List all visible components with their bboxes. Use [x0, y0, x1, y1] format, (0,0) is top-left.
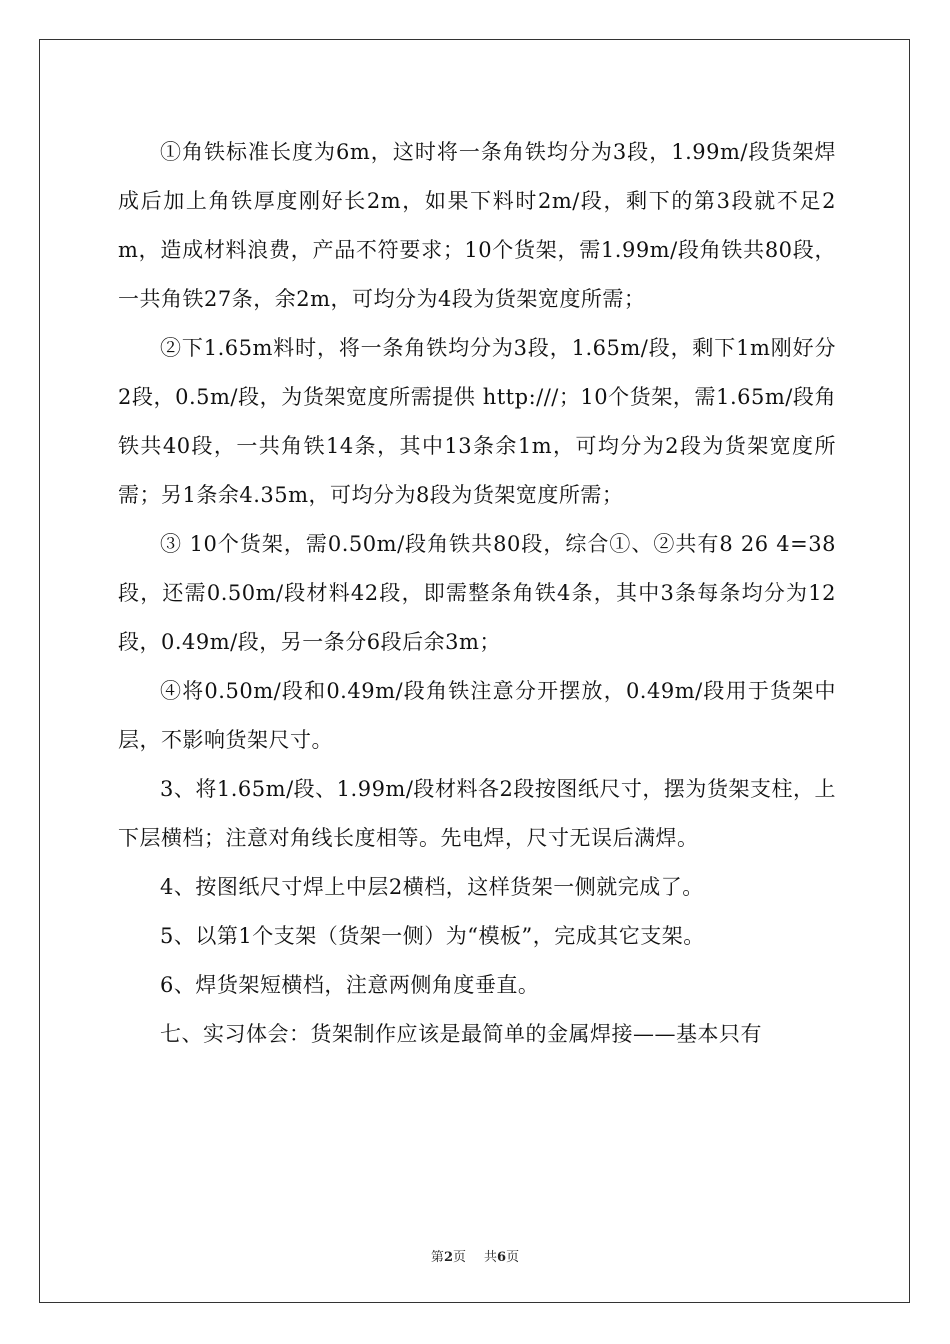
paragraph-step-3: 3、将1.65m/段、1.99m/段材料各2段按图纸尺寸，摆为货架支柱，上下层横档；注意对角线长度相等。先电焊，尺寸无误后满焊。 — [118, 777, 836, 850]
paragraph-step-6: 6、焊货架短横档，注意两侧角度垂直。 — [160, 973, 540, 997]
paragraph-angle-iron-1: ①角铁标准长度为6m，这时将一条角铁均分为3段，1.99m/段货架焊成后加上角铁厚度刚好长2m，如果下料时2m/段，剩下的第3段就不足2m，造成材料浪费，产品不符要求；10个货架，需1.99m/段角铁共80段，一共角铁27条，余2m，可均分为4段为货架宽度所需； — [118, 140, 836, 311]
paragraph-angle-iron-4: ④将0.50m/段和0.49m/段角铁注意分开摆放，0.49m/段用于货架中层，不影响货架尺寸。 — [118, 679, 836, 752]
page-suffix: 页 — [452, 1250, 466, 1265]
paragraph-angle-iron-2: ②下1.65m料时，将一条角铁均分为3段，1.65m/段，剩下1m刚好分2段，0.5m/段，为货架宽度所需提供 http:///；10个货架，需1.65m/段角铁共40段，一共角铁14条，其中13条余1m，可均分为2段为货架宽度所需；另1条余4.35m，可均分为8段为货架宽度所需； — [118, 336, 836, 507]
page-total: 6 — [497, 1250, 507, 1265]
page-footer — [0, 1246, 950, 1265]
total-suffix: 页 — [506, 1250, 520, 1265]
page-current: 2 — [443, 1250, 453, 1265]
total-prefix: 共 — [484, 1250, 498, 1265]
paragraph-section-7: 七、实习体会：货架制作应该是最简单的金属焊接——基本只有 — [160, 1022, 762, 1046]
paragraph-step-4: 4、按图纸尺寸焊上中层2横档，这样货架一侧就完成了。 — [160, 875, 704, 899]
paragraph-angle-iron-3: ③ 10个货架，需0.50m/段角铁共80段，综合①、②共有8 26 4=38段，还需0.50m/段材料42段，即需整条角铁4条，其中3条每条均分为12段，0.49m/段，另一条分6段后余3m； — [118, 532, 836, 654]
document-body — [118, 128, 836, 1059]
page-prefix: 第 — [430, 1250, 444, 1265]
paragraph-step-5: 5、以第1个支架（货架一侧）为“模板”，完成其它支架。 — [160, 924, 705, 948]
